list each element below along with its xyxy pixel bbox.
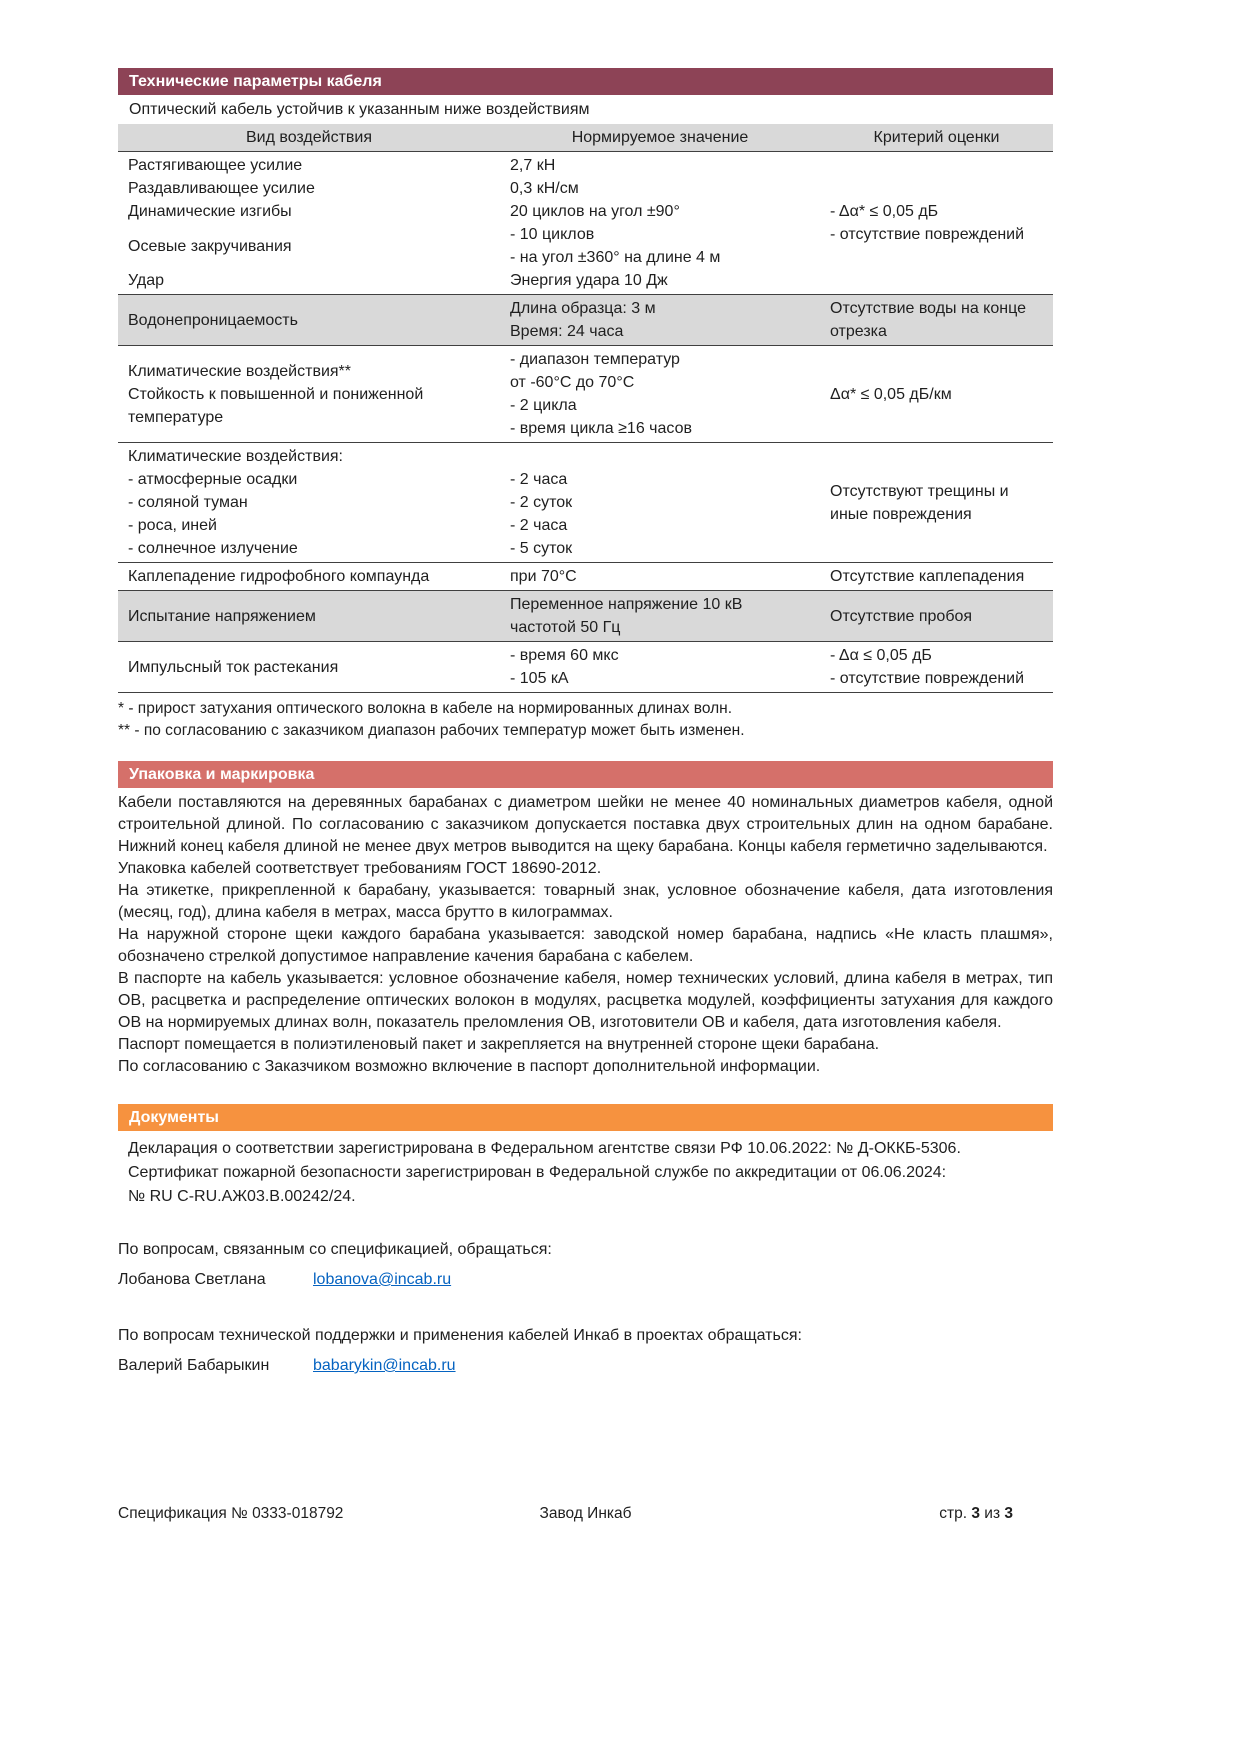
row-compound-dripping xyxy=(118,563,1053,591)
row-climatic-external xyxy=(118,443,1053,563)
footer-page-prefix: стр. xyxy=(939,1505,972,1522)
criteria-cell xyxy=(820,295,1053,345)
table-subrow xyxy=(118,514,820,537)
footer-page-total: 3 xyxy=(1004,1505,1013,1522)
table-subrow xyxy=(118,269,820,292)
section-header-technical-parameters: Технические параметры кабеля xyxy=(118,68,1053,95)
table-subrow xyxy=(118,200,820,223)
table-cell: - 2 часа xyxy=(510,517,568,534)
packaging-paragraph: На этикетке, прикрепленной к барабану, указывается: товарный знак, условное обозначение кабеля, дата изготовления (месяц, год), длина кабеля в метрах, масса брутто в килограммах. xyxy=(118,882,1053,921)
support-contact-intro: По вопросам технической поддержки и применения кабелей Инкаб в проектах обращаться: xyxy=(118,1327,802,1344)
footnote-1: * - прирост затухания оптического волокна в кабеле на нормированных длинах волн. xyxy=(118,700,733,717)
document-line-declaration: Декларация о соответствии зарегистрирована в Федеральном агентстве связи РФ 10.06.2022: № Д-ОККБ-5306. xyxy=(128,1140,961,1157)
footer-page-of: из xyxy=(979,1505,1005,1522)
table-cell: Осевые закручивания xyxy=(128,237,292,255)
table-cell: - 5 суток xyxy=(510,540,573,557)
table-cell-line: Длина образца: 3 м xyxy=(510,300,656,317)
contacts xyxy=(118,1239,1053,1377)
table-cell-line: Каплепадение гидрофобного компаунда xyxy=(128,568,430,585)
table-cell-line: Время: 24 часа xyxy=(510,323,624,340)
footer-factory-name: Завод Инкаб xyxy=(539,1505,632,1522)
documents-body xyxy=(118,1131,1053,1211)
table-cell-line: Испытание напряжением xyxy=(128,607,316,625)
table-cell-line: - Δα ≤ 0,05 дБ xyxy=(830,647,932,664)
table-cell: 2,7 кН xyxy=(510,157,556,174)
table-cell: - 2 часа xyxy=(510,471,568,488)
spec-contact-row xyxy=(118,1269,1053,1291)
support-contact-name: Валерий Бабарыкин xyxy=(118,1357,270,1374)
spec-contact-name: Лобанова Светлана xyxy=(118,1271,266,1288)
table-header-row xyxy=(118,124,1053,152)
table-cell-line: Δα* ≤ 0,05 дБ/км xyxy=(830,385,952,403)
table-cell xyxy=(118,642,500,692)
table-cell: Динамические изгибы xyxy=(128,203,292,220)
document-page xyxy=(118,68,1053,1377)
packaging-paragraph: Кабели поставляются на деревянных барабанах с диаметром шейки не менее 40 номинальных диаметров кабеля, одной строительной длиной. По согласованию с заказчиком допускается поставка двух строительных длин на одном барабане. Нижний конец кабеля длиной не менее двух метров выводится на щеку барабана. Концы кабеля герметично заделываются. xyxy=(118,794,1053,855)
criteria-cell xyxy=(820,152,1053,294)
footnote-2: ** - по согласованию с заказчиком диапазон рабочих температур может быть изменен. xyxy=(118,722,745,739)
table-cell-line: - время 60 мкс xyxy=(510,647,619,664)
table-subrow xyxy=(118,445,820,468)
table-cell xyxy=(500,591,820,641)
packaging-paragraph: По согласованию с Заказчиком возможно включение в паспорт дополнительной информации. xyxy=(118,1058,821,1075)
table-cell xyxy=(118,563,500,590)
row-climatic-temperature xyxy=(118,346,1053,443)
table-cell-line: Отсутствие пробоя xyxy=(830,607,973,625)
tech-subtitle: Оптический кабель устойчив к указанным ниже воздействиям xyxy=(129,101,590,118)
criteria-cell xyxy=(820,591,1053,641)
table-cell-line: - на угол ±360° на длине 4 м xyxy=(510,249,721,266)
table-cell: 20 циклов на угол ±90° xyxy=(510,203,680,220)
table-cell-line: - отсутствие повреждений xyxy=(830,226,1025,243)
packaging-paragraph: На наружной стороне щеки каждого барабана указывается: заводской номер барабана, надпись «Не класть плашмя», обозначено стрелкой допустимое направление качения барабана с кабелем. xyxy=(118,926,1053,965)
table-cell-line: Импульсный ток растекания xyxy=(128,658,339,676)
table-subrow xyxy=(118,491,820,514)
spec-contact-email-link[interactable]: lobanova@incab.ru xyxy=(313,1271,452,1288)
table-cell-line: температуре xyxy=(128,408,224,426)
table-cell-line: - диапазон температур xyxy=(510,351,680,368)
column-header-impact-type: Вид воздействия xyxy=(245,129,372,146)
support-contact-block xyxy=(118,1325,1053,1377)
table-cell: Энергия удара 10 Дж xyxy=(510,272,668,289)
table-cell: - роса, иней xyxy=(128,517,217,534)
column-header-evaluation-criteria: Критерий оценки xyxy=(873,129,1000,146)
table-cell xyxy=(500,445,820,468)
mechanical-impacts-left xyxy=(118,152,820,294)
table-cell-line: - 2 цикла xyxy=(510,397,577,414)
table-cell: - 2 суток xyxy=(510,494,573,511)
support-contact-row xyxy=(118,1355,1053,1377)
table-cell-line: Водонепроницаемость xyxy=(128,311,298,329)
table-cell-line: Стойкость к повышенной и пониженной xyxy=(128,385,424,403)
criteria-cell xyxy=(820,642,1053,692)
table-cell-line: Климатические воздействия** xyxy=(128,362,351,380)
packaging-paragraph: В паспорте на кабель указывается: условное обозначение кабеля, номер технических условий, длина кабеля в метрах, тип ОВ, расцветка и распределение оптических волокон в модулях, расцветка модулей, коэффициенты затухания для каждого ОВ на нормируемых длинах волн, показатель преломления ОВ, изготовители ОВ и кабеля, дата изготовления кабеля. xyxy=(118,970,1053,1031)
footnotes xyxy=(118,698,1053,742)
table-cell-line: от -60°С до 70°С xyxy=(510,374,635,391)
table-cell-line: Отсутствуют трещины и иные повреждения xyxy=(830,482,1009,523)
column-header-normalized-value: Нормируемое значение xyxy=(571,129,749,146)
table-cell xyxy=(500,295,820,345)
table-cell xyxy=(118,346,500,442)
table-cell-line: - 10 циклов xyxy=(510,226,595,243)
support-contact-email-link[interactable]: babarykin@incab.ru xyxy=(313,1357,456,1374)
footer-spec-number: Спецификация № 0333-018792 xyxy=(118,1505,344,1522)
footer-page-indicator xyxy=(733,1503,1053,1525)
table-cell-line: - время цикла ≥16 часов xyxy=(510,420,692,437)
table-cell-line: при 70°С xyxy=(510,568,577,585)
criteria-cell xyxy=(820,346,1053,442)
table-cell-line: Отсутствие воды на конце отрезка xyxy=(830,300,1026,340)
table-cell xyxy=(500,223,820,269)
climatic-external-left xyxy=(118,443,820,562)
criteria-cell xyxy=(820,443,1053,562)
table-subrow xyxy=(118,223,820,269)
table-cell xyxy=(118,591,500,641)
table-cell xyxy=(118,295,500,345)
table-subrow xyxy=(118,177,820,200)
table-cell-line: Отсутствие каплепадения xyxy=(830,568,1025,585)
spec-contact-intro: По вопросам, связанным со спецификацией, обращаться: xyxy=(118,1241,552,1258)
row-voltage-test xyxy=(118,591,1053,642)
table-subrow xyxy=(118,154,820,177)
table-cell: - соляной туман xyxy=(128,494,248,511)
criteria-cell xyxy=(820,563,1053,590)
table-cell-line: частотой 50 Гц xyxy=(510,619,621,636)
table-cell xyxy=(500,563,820,590)
table-cell-line: - Δα* ≤ 0,05 дБ xyxy=(830,203,939,220)
table-cell: - солнечное излучение xyxy=(128,540,298,557)
table-subrow xyxy=(118,537,820,560)
table-cell-line: - отсутствие повреждений xyxy=(830,670,1025,687)
table-cell: Раздавливающее усилие xyxy=(128,180,315,197)
section-header-documents: Документы xyxy=(118,1104,1053,1131)
table-cell-line: Переменное напряжение 10 кВ xyxy=(510,596,743,613)
table-cell: Удар xyxy=(128,272,165,289)
row-waterproofing xyxy=(118,295,1053,346)
row-impulse-current xyxy=(118,642,1053,693)
table-cell: - атмосферные осадки xyxy=(128,471,298,488)
document-line-certificate: Сертификат пожарной безопасности зарегистрирован в Федеральной службе по аккредитации от 06.06.2024: xyxy=(128,1164,947,1181)
table-cell: 0,3 кН/см xyxy=(510,180,579,197)
table-cell: Климатические воздействия: xyxy=(128,448,343,465)
table-cell xyxy=(500,642,820,692)
table-subrow xyxy=(118,468,820,491)
page-footer xyxy=(118,1503,1053,1525)
packaging-paragraph: Паспорт помещается в полиэтиленовый пакет и закрепляется на внутренней стороне щеки барабана. xyxy=(118,1036,880,1053)
document-line-certificate-number: № RU C-RU.АЖ03.В.00242/24. xyxy=(128,1188,356,1205)
table-cell-line: - 105 кА xyxy=(510,670,569,687)
packaging-body xyxy=(118,788,1053,1078)
table-cell: Растягивающее усилие xyxy=(128,157,303,174)
row-mechanical-impacts xyxy=(118,152,1053,295)
section-header-packaging: Упаковка и маркировка xyxy=(118,761,1053,788)
technical-parameters-table xyxy=(118,124,1053,693)
footer-page-current: 3 xyxy=(971,1505,980,1522)
packaging-paragraph: Упаковка кабелей соответствует требованиям ГОСТ 18690-2012. xyxy=(118,860,602,877)
table-cell xyxy=(500,346,820,442)
